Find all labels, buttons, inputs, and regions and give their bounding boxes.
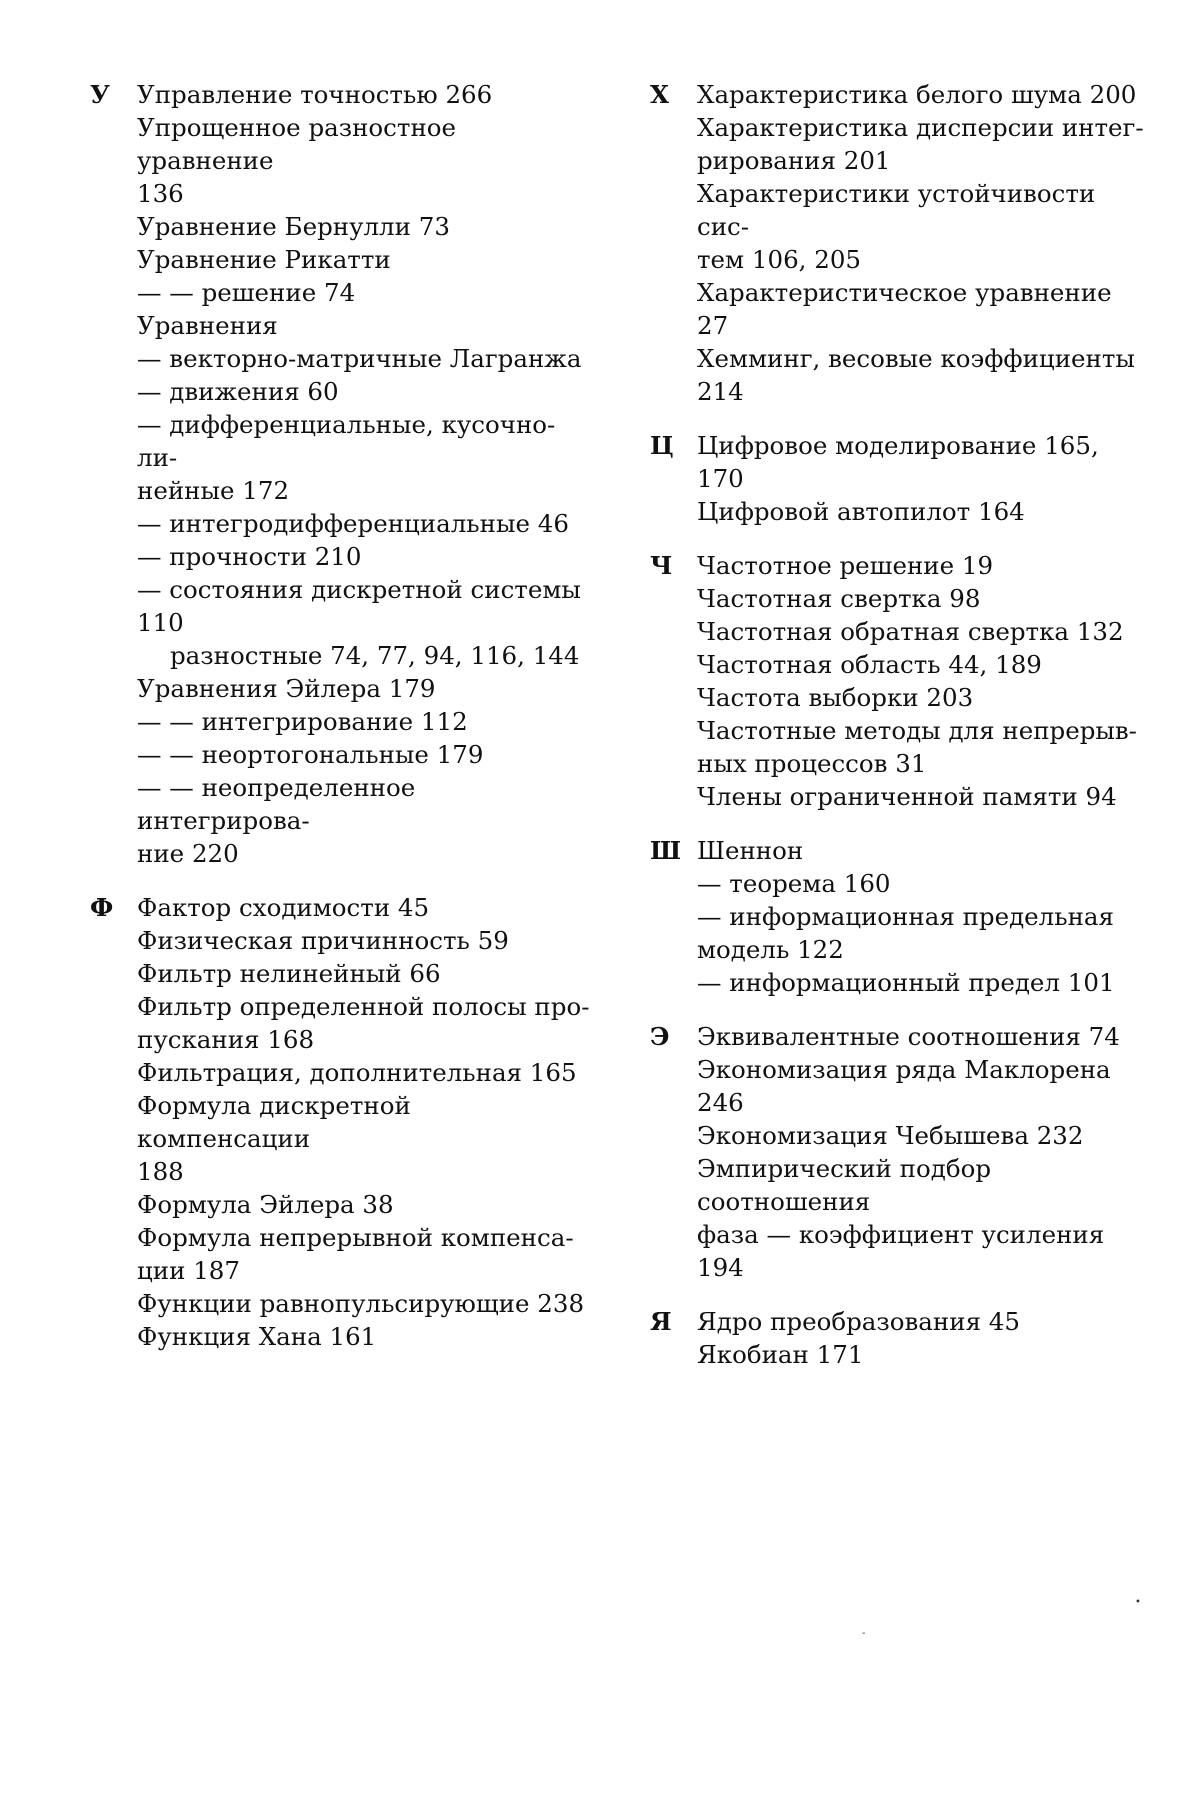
index-entry: Частотные методы для непрерыв-	[697, 716, 1137, 745]
index-entry: 110	[137, 608, 184, 637]
section-letter: Я	[650, 1307, 672, 1336]
index-entry: Частота выборки 203	[697, 683, 974, 712]
index-entry: 246	[697, 1088, 744, 1117]
index-entry: Характеристики устойчивости сис-	[697, 179, 1096, 241]
section-letter: Х	[650, 80, 670, 109]
index-entry: — векторно-матричные Лагранжа	[137, 344, 582, 373]
index-entry: Формула дискретной компенсации	[137, 1091, 411, 1153]
index-entry: Экономизация Чебышева 232	[697, 1121, 1084, 1150]
index-entry: Уравнения Эйлера 179	[137, 674, 436, 703]
index-entry: — движения 60	[137, 377, 339, 406]
scan-speck: -	[862, 1628, 866, 1639]
index-entry: — — неопределенное интегрирова-	[137, 773, 416, 835]
index-entry: — — неортогональные 179	[137, 740, 484, 769]
index-entry: Эквивалентные соотношения 74	[697, 1022, 1120, 1051]
index-entry: Характеристическое уравнение 27	[697, 278, 1112, 340]
index-entry: 194	[697, 1253, 744, 1282]
index-entry: Фильтр нелинейный 66	[137, 959, 441, 988]
index-entry: Уравнения	[137, 311, 278, 340]
index-entry: — информационный предел 101	[697, 968, 1115, 997]
index-letter-group	[650, 1305, 1150, 1371]
index-entry: ции 187	[137, 1256, 240, 1285]
section-letter: У	[90, 80, 110, 109]
index-letter-group	[650, 549, 1150, 813]
index-entry: Уравнение Рикатти	[137, 245, 391, 274]
section-letter: Ш	[650, 836, 682, 865]
index-entry: 136	[137, 179, 184, 208]
index-entry: — состояния дискретной системы	[137, 575, 581, 604]
index-entry: Цифровой автопилот 164	[697, 497, 1025, 526]
index-entry: — — решение 74	[137, 278, 356, 307]
section-letter: Ц	[650, 431, 674, 460]
index-entry: Формула Эйлера 38	[137, 1190, 394, 1219]
index-entry: Упрощенное разностное уравнение	[137, 113, 457, 175]
index-entry: Частотное решение 19	[697, 551, 994, 580]
index-entry: Уравнение Бернулли 73	[137, 212, 450, 241]
section-letter: Ч	[650, 551, 673, 580]
section-letter: Ф	[90, 893, 114, 922]
index-entry: ние 220	[137, 839, 239, 868]
index-entry: модель 122	[697, 935, 844, 964]
scan-speck: •	[1135, 1597, 1141, 1608]
index-entry: Физическая причинность 59	[137, 926, 509, 955]
index-entry: Эмпирический подбор соотношения	[697, 1154, 991, 1216]
index-entry: — теорема 160	[697, 869, 891, 898]
index-entry: — информационная предельная	[697, 902, 1114, 931]
index-entry: фаза — коэффициент усиления	[697, 1220, 1105, 1249]
index-entry: Фактор сходимости 45	[137, 893, 430, 922]
index-entry: рирования 201	[697, 146, 891, 175]
index-entry: Хемминг, весовые коэффициенты	[697, 344, 1135, 373]
index-entry: ных процессов 31	[697, 749, 927, 778]
index-column-right	[650, 78, 1150, 1392]
index-entry: нейные 172	[137, 476, 290, 505]
index-entry: — прочности 210	[137, 542, 362, 571]
index-entry: Ядро преобразования 45	[697, 1307, 1020, 1336]
index-entry: Частотная свертка 98	[697, 584, 981, 613]
index-entry: Члены ограниченной памяти 94	[697, 782, 1117, 811]
section-letter: Э	[650, 1022, 670, 1051]
index-entry: Якобиан 171	[697, 1340, 864, 1369]
index-letter-group	[650, 1020, 1150, 1284]
index-entry: Характеристика дисперсии интег-	[697, 113, 1144, 142]
index-entry: Функции равнопульсирующие 238	[137, 1289, 585, 1318]
index-letter-group	[650, 429, 1150, 528]
index-entry: разностные 74, 77, 94, 116, 144	[170, 641, 580, 670]
index-column-left	[90, 78, 590, 1374]
index-entry: Шеннон	[697, 836, 804, 865]
index-entry: 214	[697, 377, 744, 406]
index-entry: Фильтр определенной полосы про-	[137, 992, 590, 1021]
index-entry: тем 106, 205	[697, 245, 861, 274]
index-letter-group	[650, 78, 1150, 408]
index-entry: Частотная область 44, 189	[697, 650, 1042, 679]
index-entry: Экономизация ряда Маклорена	[697, 1055, 1111, 1084]
index-entry: Фильтрация, дополнительная 165	[137, 1058, 577, 1087]
index-entry: Функция Хана 161	[137, 1322, 377, 1351]
index-entry: Управление точностью 266	[137, 80, 493, 109]
index-entry: Цифровое моделирование 165, 170	[697, 431, 1099, 493]
index-letter-group	[90, 891, 590, 1353]
index-entry: пускания 168	[137, 1025, 315, 1054]
index-letter-group	[650, 834, 1150, 999]
index-entry: Частотная обратная свертка 132	[697, 617, 1124, 646]
index-entry: Характеристика белого шума 200	[697, 80, 1137, 109]
index-entry: Формула непрерывной компенса-	[137, 1223, 574, 1252]
index-entry: 188	[137, 1157, 184, 1186]
index-entry: — — интегрирование 112	[137, 707, 468, 736]
index-entry: — интегродифференциальные 46	[137, 509, 569, 538]
index-entry: — дифференциальные, кусочно-ли-	[137, 410, 556, 472]
index-letter-group	[90, 78, 590, 870]
